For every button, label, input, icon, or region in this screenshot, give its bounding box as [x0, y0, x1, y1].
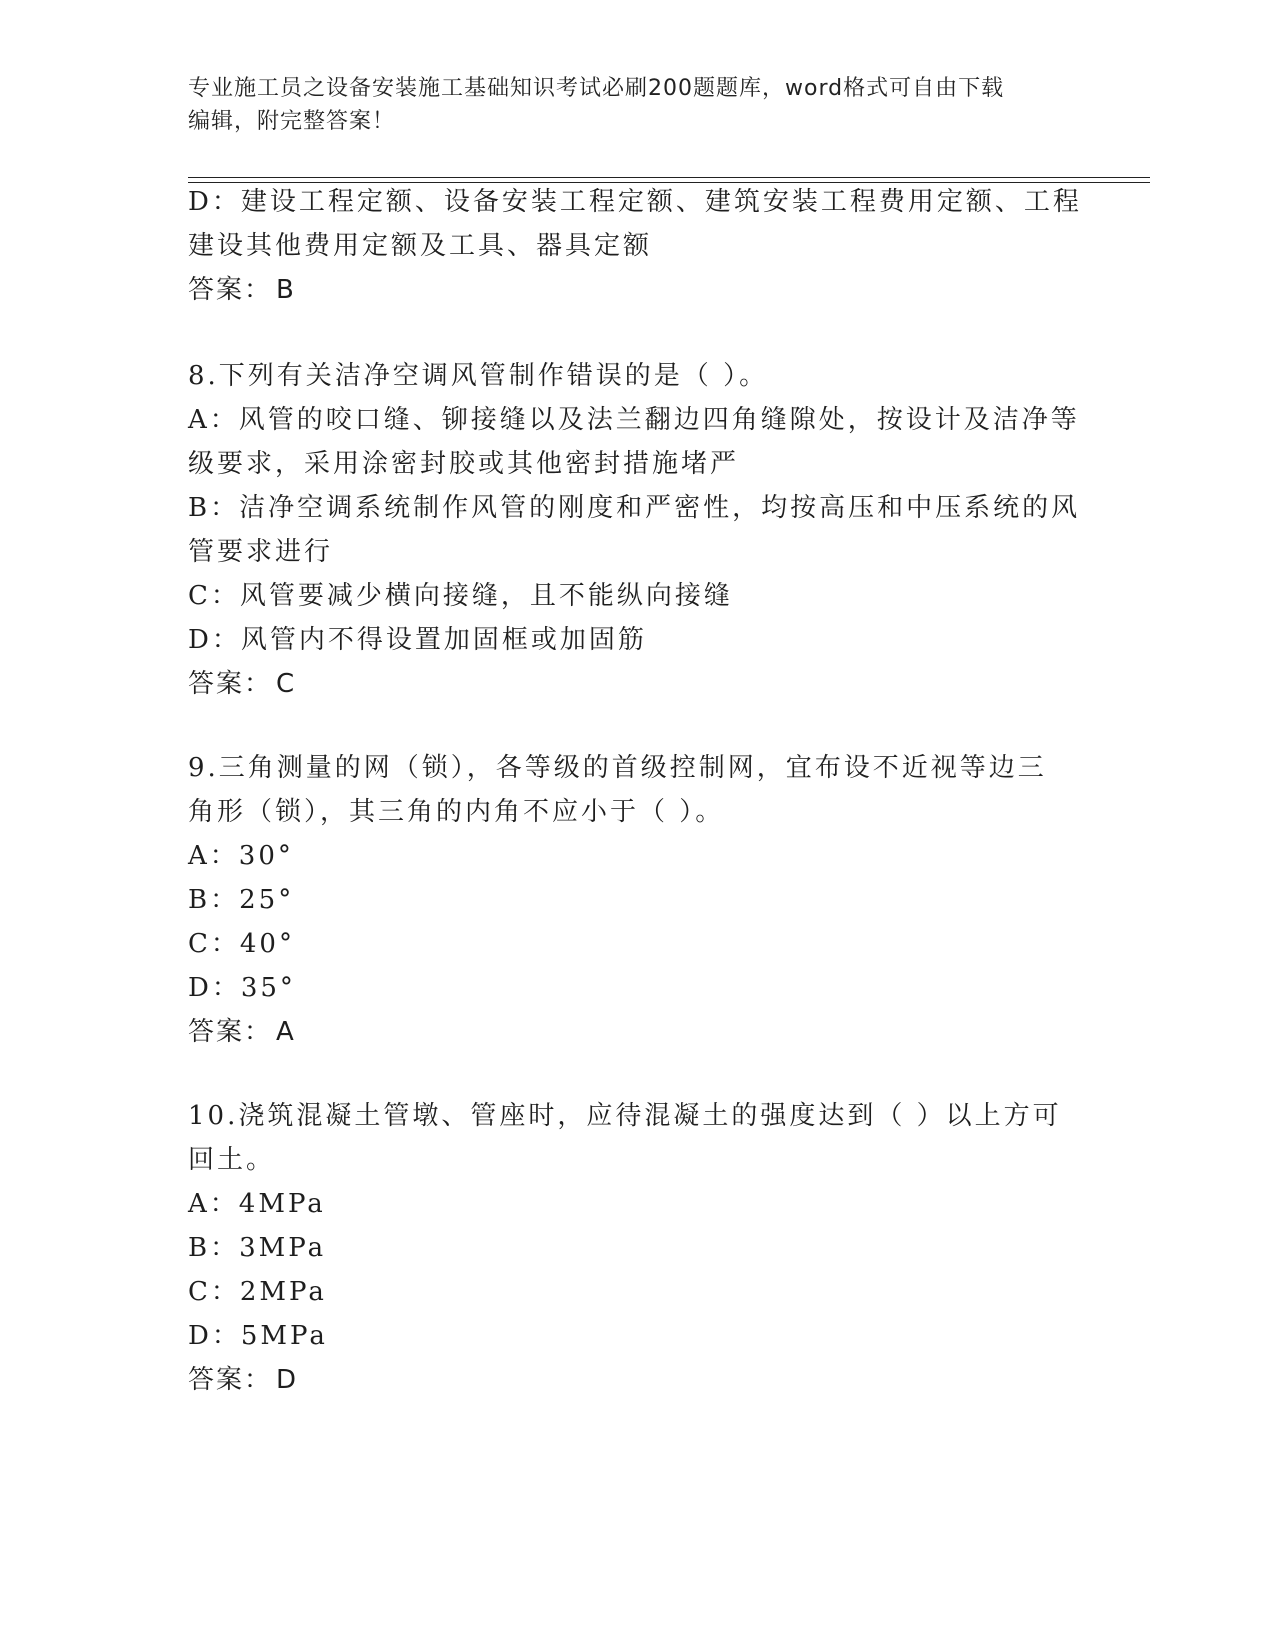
- q7-answer: [188, 268, 1088, 312]
- q10-question-line-1: 10.浇筑混凝土管墩、管座时，应待混凝土的强度达到（ ）以上方可: [188, 1101, 1062, 1131]
- q8-answer-label: 答案：: [188, 669, 273, 699]
- question-8-block: [188, 354, 1088, 706]
- q9-answer-value: A: [276, 1017, 295, 1047]
- q10-question-line-2: 回土。: [188, 1145, 276, 1175]
- q10-answer-value: D: [276, 1365, 298, 1395]
- q9-option-b: B：25°: [188, 885, 295, 915]
- question-10-block: [188, 1094, 1088, 1402]
- document-header: [188, 72, 1088, 138]
- q7-option-d-line-1: D：建设工程定额、设备安装工程定额、建筑安装工程费用定额、工程: [188, 187, 1082, 217]
- q8-option-c: C：风管要减少横向接缝，且不能纵向接缝: [188, 581, 733, 611]
- q8-option-a-line-1: A：风管的咬口缝、铆接缝以及法兰翻边四角缝隙处，按设计及洁净等: [188, 405, 1080, 435]
- q10-option-d: D：5MPa: [188, 1321, 328, 1351]
- q10-answer-label: 答案：: [188, 1365, 273, 1395]
- q8-option-d: D：风管内不得设置加固框或加固筋: [188, 625, 647, 655]
- q9-answer-label: 答案：: [188, 1017, 273, 1047]
- q8-option-a-line-2: 级要求，采用涂密封胶或其他密封措施堵严: [188, 449, 740, 479]
- q9-option-c: C：40°: [188, 929, 295, 959]
- q8-answer: [188, 662, 1088, 706]
- q7-option-d-line-2: 建设其他费用定额及工具、器具定额: [188, 231, 653, 261]
- q10-answer: [188, 1358, 1088, 1402]
- q8-option-b-line-1: B：洁净空调系统制作风管的刚度和严密性，均按高压和中压系统的风: [188, 493, 1081, 523]
- q10-option-c: C：2MPa: [188, 1277, 327, 1307]
- q9-answer: [188, 1010, 1088, 1054]
- question-9-block: [188, 746, 1088, 1054]
- header-line-2: 编辑，附完整答案！: [188, 109, 396, 134]
- q9-option-d: D：35°: [188, 973, 296, 1003]
- question-7-block: [188, 180, 1088, 312]
- header-line-1: 专业施工员之设备安装施工基础知识考试必刷200题题库，word格式可自由下载: [188, 76, 1005, 101]
- q9-option-a: A：30°: [188, 841, 294, 871]
- q9-question-line-1: 9.三角测量的网（锁），各等级的首级控制网，宜布设不近视等边三: [188, 753, 1047, 783]
- q10-option-b: B：3MPa: [188, 1233, 327, 1263]
- q7-answer-value: B: [276, 275, 295, 305]
- q7-answer-label: 答案：: [188, 275, 273, 305]
- q8-option-b-line-2: 管要求进行: [188, 537, 334, 567]
- q10-option-a: A：4MPa: [188, 1189, 326, 1219]
- q8-question: 8.下列有关洁净空调风管制作错误的是（ ）。: [188, 361, 769, 391]
- header-divider-top: [188, 177, 1150, 178]
- q9-question-line-2: 角形（锁），其三角的内角不应小于（ ）。: [188, 797, 725, 827]
- q8-answer-value: C: [276, 669, 296, 699]
